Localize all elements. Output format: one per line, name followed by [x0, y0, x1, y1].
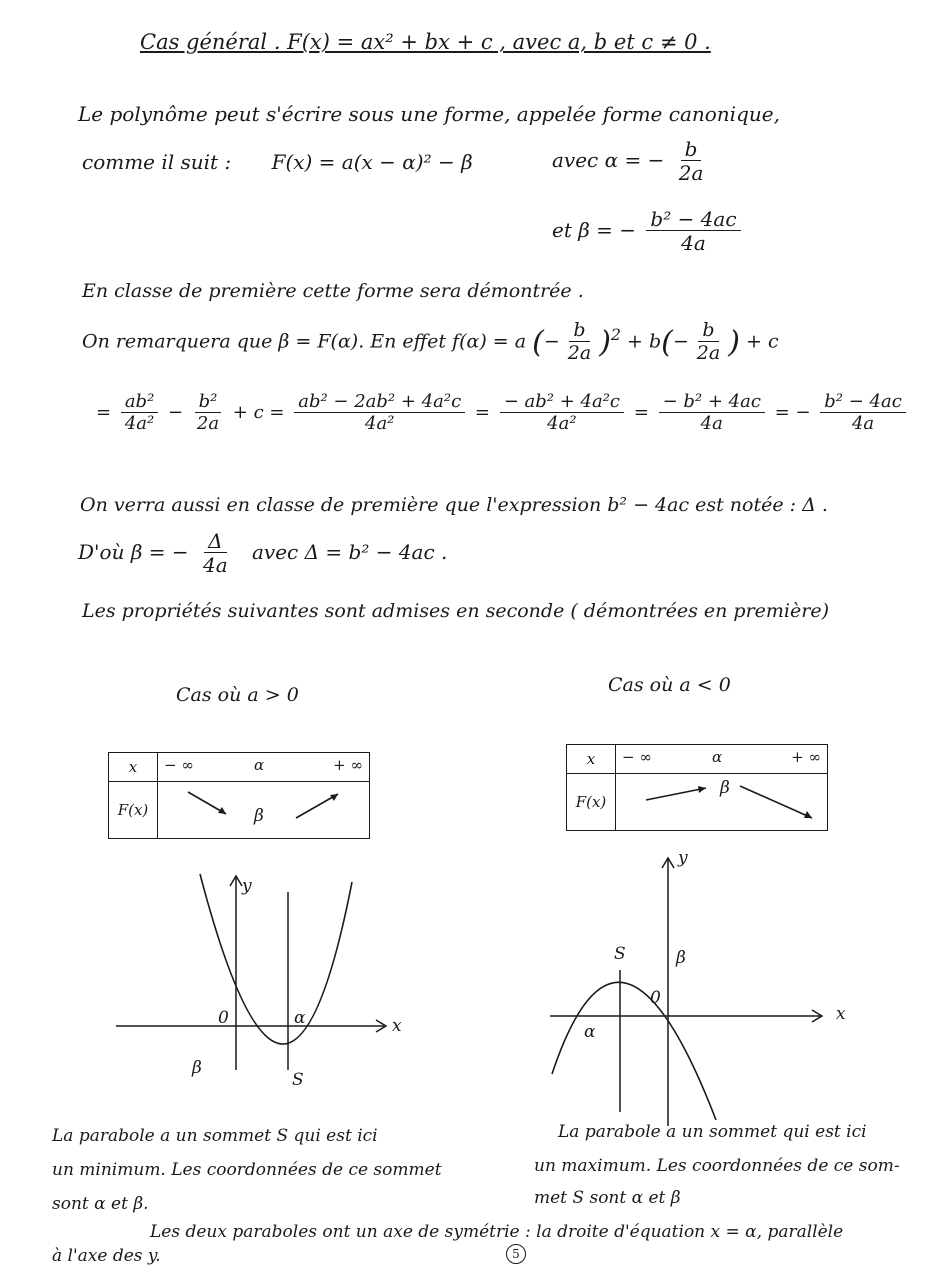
dou-numerator: Δ: [204, 530, 226, 553]
alpha-denominator: 2a: [678, 161, 704, 185]
caption-negative-2: un maximum. Les coordonnées de ce som-: [534, 1156, 900, 1176]
x-minus-infinity-neg: − ∞: [622, 748, 652, 766]
f-beta-max: β: [720, 778, 730, 798]
f-beta-min: β: [254, 806, 264, 826]
calc-num-3: − ab² + 4a²c: [500, 392, 624, 413]
intro-line-1: Le polynôme peut s'écrire sous une forme, appelée forme canonique,: [78, 102, 780, 126]
remark-end: + c: [745, 330, 779, 353]
intro-lead: comme il suit :: [82, 150, 232, 174]
beta-numerator: b² − 4ac: [646, 208, 740, 231]
graph-neg-origin: 0: [650, 988, 661, 1008]
caption-positive-2: un minimum. Les coordonnées de ce sommet: [52, 1160, 442, 1180]
calc-den-0: 4a²: [124, 412, 155, 434]
dou-denominator: 4a: [202, 553, 228, 577]
calc-num-5: b² − 4ac: [820, 392, 906, 413]
graph-pos-beta: β: [192, 1058, 202, 1078]
remark-fraction-1: [564, 320, 595, 365]
calc-fraction-2: [294, 392, 465, 434]
parabola-graph-negative: [544, 850, 844, 1130]
remark-frac-den-1: 2a: [567, 341, 592, 364]
graph-neg-vertex: S: [614, 944, 626, 964]
f-values: [158, 782, 370, 839]
intro-line-2: [82, 150, 473, 174]
calc-op-0: =: [96, 402, 112, 424]
caption-positive-3: sont α et β.: [52, 1194, 149, 1214]
remark-lead: On remarquera que β = F(α). En effet f(α) = a: [82, 330, 527, 353]
calc-fraction-1: [193, 392, 223, 434]
graph-neg-x: x: [836, 1004, 846, 1024]
beta-fraction: [646, 208, 740, 255]
calc-num-1: b²: [195, 392, 222, 413]
f-header: F(x): [109, 782, 158, 839]
delta-line: On verra aussi en classe de première que l'expression b² − 4ac est notée : Δ .: [80, 494, 828, 516]
graph-pos-origin: 0: [218, 1008, 229, 1028]
page-title: Cas général . F(x) = ax² + bx + c , avec a, b et c ≠ 0 .: [140, 30, 711, 54]
calc-op-4: =: [633, 402, 649, 424]
calc-op-2: + c =: [232, 402, 285, 424]
remark-frac-num-1: b: [569, 320, 589, 342]
case-negative-heading: Cas où a < 0: [608, 674, 731, 696]
caption-negative-3: met S sont α et β: [534, 1188, 681, 1208]
dou-lead: D'où β = −: [78, 540, 189, 564]
case-positive-heading: Cas où a > 0: [176, 684, 299, 706]
calc-den-4: 4a: [700, 412, 723, 434]
graph-pos-x: x: [392, 1016, 402, 1036]
calc-num-4: − b² + 4ac: [659, 392, 765, 413]
graph-pos-y: y: [242, 876, 252, 896]
x-header: x: [109, 753, 158, 782]
alpha-numerator: b: [681, 138, 702, 161]
calc-num-0: ab²: [121, 392, 158, 413]
table-row-x-neg: [567, 745, 828, 774]
graph-pos-vertex: S: [292, 1070, 304, 1090]
caption-negative-1: La parabole a un sommet qui est ici: [558, 1122, 867, 1142]
caption-positive-1: La parabole a un sommet S qui est ici: [52, 1126, 378, 1146]
alpha-fraction: [675, 138, 708, 185]
f-header-neg: F(x): [567, 774, 616, 831]
calc-den-3: 4a²: [547, 412, 577, 434]
calc-den-1: 2a: [196, 412, 220, 434]
calculation-line: [96, 392, 910, 434]
canonical-form: F(x) = a(x − α)² − β: [271, 150, 473, 174]
footer-line-1: Les deux paraboles ont un axe de symétrie : la droite d'équation x = α, parallèle: [150, 1222, 844, 1242]
beta-label: et β = −: [552, 218, 637, 242]
x-values: [158, 753, 370, 782]
footer-line-2: à l'axe des y.: [52, 1246, 161, 1266]
x-alpha: α: [254, 756, 265, 774]
calc-fraction-0: [121, 392, 158, 434]
calc-op-1: −: [168, 402, 184, 424]
x-minus-infinity: − ∞: [164, 756, 194, 774]
x-header-neg: x: [567, 745, 616, 774]
premiere-line: En classe de première cette forme sera démontrée .: [82, 280, 584, 302]
table-row-x: [109, 753, 370, 782]
alpha-label: avec α = −: [552, 148, 665, 172]
variation-table-positive: [108, 752, 370, 839]
table-row-f: [109, 782, 370, 839]
x-plus-infinity-neg: + ∞: [791, 748, 821, 766]
table-row-f-neg: [567, 774, 828, 831]
calc-num-2: ab² − 2ab² + 4a²c: [294, 392, 465, 413]
calc-fraction-3: [500, 392, 624, 434]
properties-line: Les propriétés suivantes sont admises en seconde ( démontrées en première): [82, 600, 829, 622]
graph-neg-beta: β: [676, 948, 686, 968]
remark-fraction-2: [693, 320, 724, 365]
dou-fraction: [199, 530, 232, 577]
remark-mid: + b: [627, 330, 662, 353]
x-values-neg: [616, 745, 828, 774]
dou-line: [78, 530, 447, 577]
x-alpha-neg: α: [712, 748, 723, 766]
alpha-definition: [552, 138, 711, 185]
remark-frac-den-2: 2a: [696, 341, 721, 364]
beta-denominator: 4a: [681, 231, 706, 255]
dou-tail: avec Δ = b² − 4ac .: [251, 540, 448, 564]
calc-op-3: =: [474, 402, 490, 424]
graph-neg-alpha: α: [584, 1022, 596, 1042]
page-number: 5: [506, 1244, 526, 1264]
remark-frac-num-2: b: [698, 320, 718, 342]
beta-definition: [552, 208, 745, 255]
calc-den-5: 4a: [851, 412, 875, 434]
graph-pos-alpha: α: [294, 1008, 306, 1028]
calc-op-5: = −: [774, 402, 811, 424]
graph-neg-y: y: [678, 848, 688, 868]
calc-den-2: 4a²: [365, 412, 395, 434]
f-values-neg: [616, 774, 828, 831]
parabola-graph-positive: [108, 870, 408, 1110]
parabola-negative: [552, 982, 716, 1120]
calc-fraction-4: [659, 392, 765, 434]
remark-line: On remarquera que β = F(α). En effet f(α) = a (− $\frac{b}{2a}$ )$^2$ + b(− $\frac{b}{2a}$ ) + c: [82, 319, 779, 364]
calc-fraction-5: [820, 392, 906, 434]
x-plus-infinity: + ∞: [333, 756, 363, 774]
variation-table-negative: [566, 744, 828, 831]
